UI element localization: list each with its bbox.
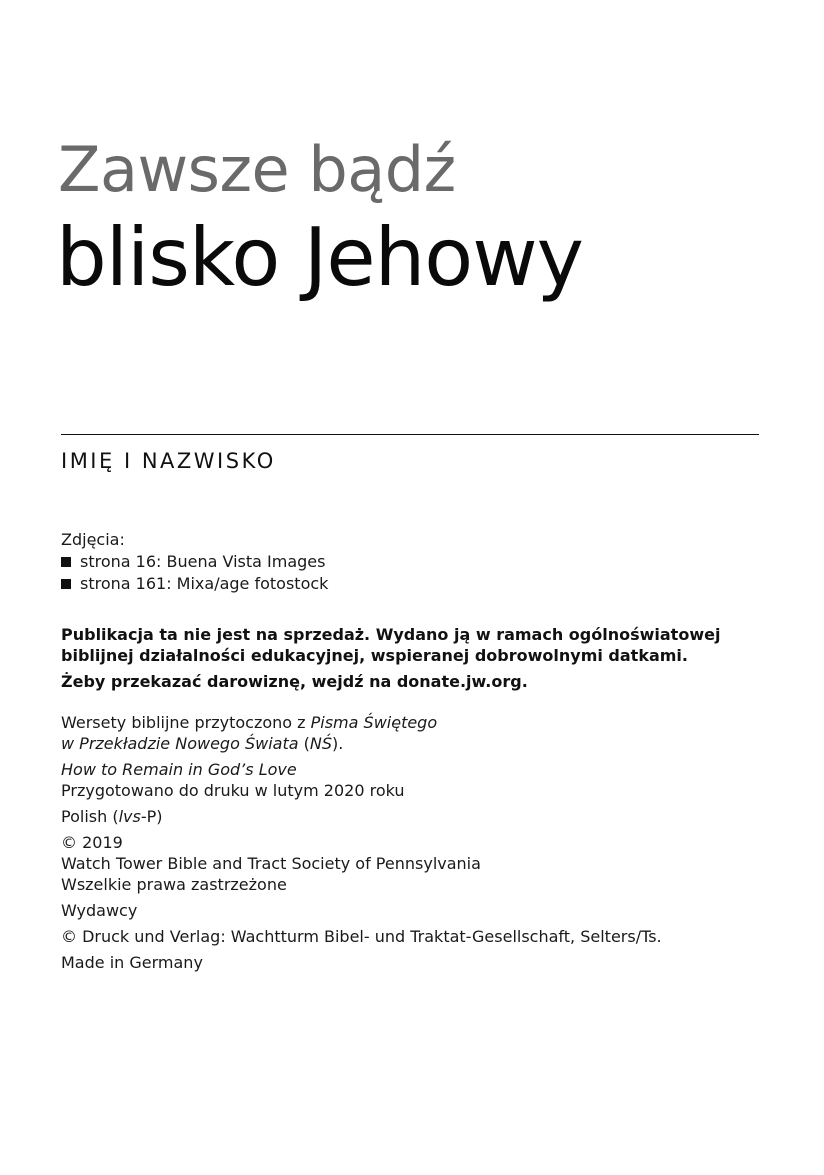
photo-credits-heading: Zdjęcia: [61, 530, 125, 549]
english-title: How to Remain in God’s Love [61, 760, 297, 779]
photo-credit-item [61, 573, 761, 595]
print-date: Przygotowano do druku w lutym 2020 roku [61, 781, 405, 800]
photo-credits [61, 529, 761, 595]
bible-source-line-1 [61, 712, 761, 733]
bible-title-part-1: Pisma Świętego [310, 713, 438, 732]
copyright-year: © 2019 [61, 833, 123, 852]
donation-line: Żeby przekazać darowiznę, wejdź na donate.jw.org. [61, 672, 528, 691]
name-field-label: IMIĘ I NAZWISKO [61, 449, 276, 473]
title-line-2: blisko Jehowy [56, 211, 583, 304]
square-bullet-icon [61, 557, 71, 567]
bible-source-prefix: Wersety biblijne przytoczono z [61, 713, 311, 732]
square-bullet-icon [61, 579, 71, 589]
photo-credit-text: strona 16: Buena Vista Images [80, 552, 326, 571]
photo-credit-text: strona 161: Mixa/age fotostock [80, 574, 329, 593]
title-line-1: Zawsze bądź [58, 133, 456, 206]
printer-line: © Druck und Verlag: Wachtturm Bibel- und Traktat-Gesellschaft, Selters/Ts. [61, 927, 662, 946]
photo-credit-item [61, 551, 761, 573]
language-prefix: Polish ( [61, 807, 119, 826]
bible-abbreviation: NŚ [309, 734, 332, 753]
language-code: lvs [118, 807, 141, 826]
bible-suffix-close: ). [331, 734, 344, 753]
bible-title-part-2: w Przekładzie Nowego Świata [61, 734, 299, 753]
publication-credits [61, 712, 761, 973]
notice-line-2: biblijnej działalności edukacyjnej, wspieranej dobrowolnymi datkami. [61, 646, 688, 665]
language-code-line [61, 806, 761, 827]
language-suffix: -P) [140, 807, 163, 826]
bible-suffix-open: ( [298, 734, 310, 753]
not-for-sale-notice [61, 624, 761, 692]
name-signature-line [61, 434, 759, 435]
rights-reserved: Wszelkie prawa zastrzeżone [61, 875, 287, 894]
made-in-line: Made in Germany [61, 953, 203, 972]
notice-line-1: Publikacja ta nie jest na sprzedaż. Wydano ją w ramach ogólnoświatowej [61, 625, 721, 644]
copyright-holder: Watch Tower Bible and Tract Society of Pennsylvania [61, 854, 481, 873]
publishers-label: Wydawcy [61, 901, 138, 920]
bible-source-line-2 [61, 733, 761, 754]
